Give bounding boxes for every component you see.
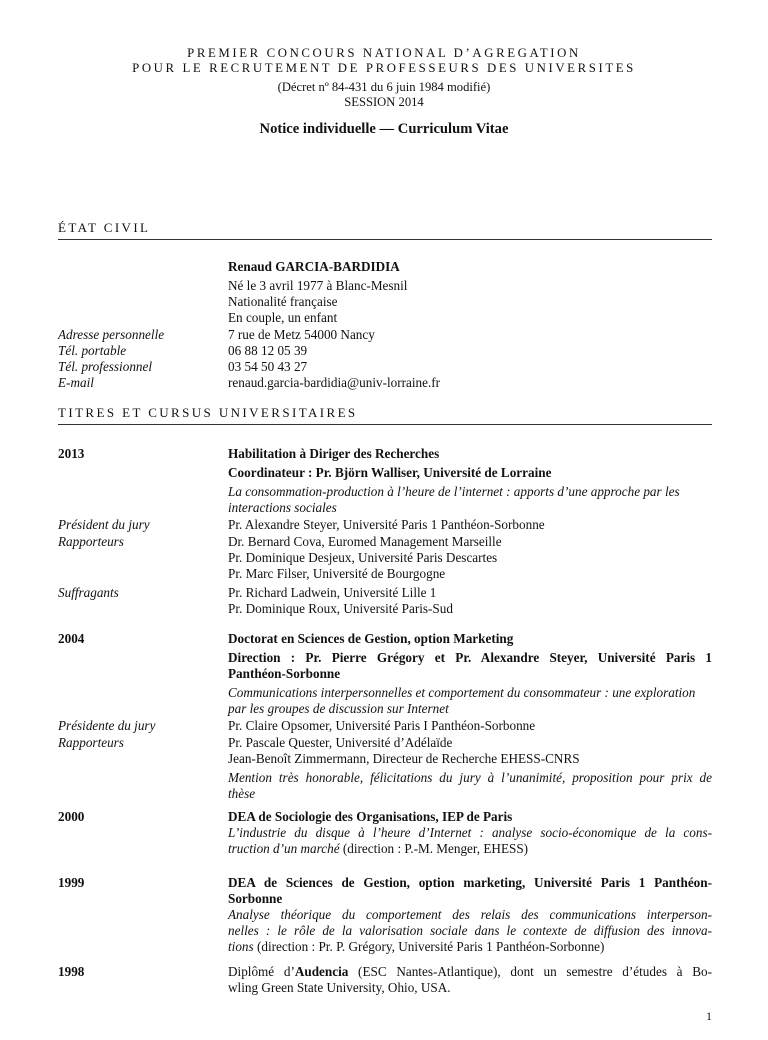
entry-text: (ESC Nantes-Atlantique), dont un semestre d’études à Bo- bbox=[348, 964, 712, 979]
entry-year: 2004 bbox=[58, 631, 85, 646]
entry-supervisor: (direction : P.-M. Menger, EHESS) bbox=[339, 841, 529, 856]
entry-thesis-title-cont: nelles : le rôle de la valorisation sociale dans le contexte de diffusion des innova- bbox=[228, 923, 712, 938]
section-title-etat-civil: ÉTAT CIVIL bbox=[58, 220, 712, 240]
entry-thesis-title-cont: truction d’un marché bbox=[228, 841, 340, 856]
entry-thesis-title: La consommation-production à l’heure de l’internet : apports d’une approche par les bbox=[228, 484, 680, 499]
entry-title: Habilitation à Diriger des Recherches bbox=[228, 446, 440, 461]
document-title: Notice individuelle — Curriculum Vitae bbox=[259, 121, 509, 137]
entry-thesis-title: Analyse théorique du comportement des relais des communications interperson- bbox=[228, 907, 712, 922]
person-name: Renaud GARCIA-BARDIDIA bbox=[228, 259, 400, 274]
family-status: En couple, un enfant bbox=[228, 310, 338, 325]
entry-supervisor: (direction : Pr. P. Grégory, Université Paris 1 Panthéon-Sorbonne) bbox=[253, 939, 605, 954]
address-label: Adresse personnelle bbox=[58, 327, 165, 342]
entry-direction: Direction : Pr. Pierre Grégory et Pr. Alexandre Steyer, Université Paris 1 bbox=[228, 650, 712, 665]
nationality: Nationalité française bbox=[228, 294, 338, 309]
entry-year: 1998 bbox=[58, 964, 85, 979]
entry-year: 2000 bbox=[58, 809, 85, 824]
jury-rapporteur: Pr. Marc Filser, Université de Bourgogne bbox=[228, 566, 446, 581]
entry-thesis-title-cont: interactions sociales bbox=[228, 500, 337, 515]
entry-thesis-title: L’industrie du disque à l’heure d’Internet : analyse socio-économique de la cons- bbox=[228, 825, 712, 840]
entry-thesis-title: Communications interpersonnelles et comportement du consommateur : une exploration bbox=[228, 685, 696, 700]
document-header bbox=[0, 46, 768, 138]
jury-rapporteur: Dr. Bernard Cova, Euromed Management Marseille bbox=[228, 534, 502, 549]
entry-thesis-title-end: tions bbox=[228, 939, 254, 954]
jury-rapporteur: Pr. Pascale Quester, Université d’Adélaïde bbox=[228, 735, 453, 750]
mobile-label: Tél. portable bbox=[58, 343, 127, 358]
jury-suffragant: Pr. Dominique Roux, Université Paris-Sud bbox=[228, 601, 453, 616]
header-decree: (Décret nº 84-431 du 6 juin 1984 modifié) bbox=[277, 80, 491, 94]
jury-president-label: Président du jury bbox=[58, 517, 150, 532]
school-name: Audencia bbox=[294, 964, 349, 979]
jury-rapporteur: Jean-Benoît Zimmermann, Directeur de Recherche EHESS-CNRS bbox=[228, 751, 580, 766]
entry-description-cont: wling Green State University, Ohio, USA. bbox=[228, 980, 451, 995]
address-value: 7 rue de Metz 54000 Nancy bbox=[228, 327, 375, 342]
entry-description bbox=[228, 964, 712, 980]
birth-info: Né le 3 avril 1977 à Blanc-Mesnil bbox=[228, 278, 408, 293]
entry-mention: Mention très honorable, félicitations du jury à l’unanimité, proposition pour prix de bbox=[228, 770, 712, 785]
entry-title: DEA de Sociologie des Organisations, IEP de Paris bbox=[228, 809, 513, 824]
header-session: SESSION 2014 bbox=[344, 95, 424, 109]
entry-thesis-line bbox=[228, 939, 712, 955]
work-phone-label: Tél. professionnel bbox=[58, 359, 153, 374]
entry-title: Doctorat en Sciences de Gestion, option Marketing bbox=[228, 631, 514, 646]
page-number: 1 bbox=[706, 1009, 712, 1023]
jury-rapporteurs-label: Rapporteurs bbox=[58, 735, 124, 750]
jury-rapporteur: Pr. Dominique Desjeux, Université Paris Descartes bbox=[228, 550, 498, 565]
entry-thesis-title-cont: par les groupes de discussion sur Internet bbox=[228, 701, 449, 716]
jury-president: Pr. Claire Opsomer, Université Paris I Panthéon-Sorbonne bbox=[228, 718, 536, 733]
entry-title: DEA de Sciences de Gestion, option marketing, Université Paris 1 Panthéon- bbox=[228, 875, 712, 890]
header-line-2: POUR LE RECRUTEMENT DE PROFESSEURS DES UNIVERSITES bbox=[132, 61, 636, 75]
entry-mention-cont: thèse bbox=[228, 786, 256, 801]
entry-year: 2013 bbox=[58, 446, 85, 461]
jury-president-label: Présidente du jury bbox=[58, 718, 156, 733]
email-value: renaud.garcia-bardidia@univ-lorraine.fr bbox=[228, 375, 441, 390]
jury-president: Pr. Alexandre Steyer, Université Paris 1 Panthéon-Sorbonne bbox=[228, 517, 545, 532]
header-line-1: PREMIER CONCOURS NATIONAL D’AGREGATION bbox=[187, 46, 581, 60]
entry-text: Diplômé d’ bbox=[228, 964, 295, 979]
jury-suffragant: Pr. Richard Ladwein, Université Lille 1 bbox=[228, 585, 437, 600]
entry-year: 1999 bbox=[58, 875, 85, 890]
jury-rapporteurs-label: Rapporteurs bbox=[58, 534, 124, 549]
entry-direction-cont: Panthéon-Sorbonne bbox=[228, 666, 341, 681]
jury-suffragants-label: Suffragants bbox=[58, 585, 119, 600]
section-title-titres: TITRES ET CURSUS UNIVERSITAIRES bbox=[58, 405, 712, 425]
entry-title-cont: Sorbonne bbox=[228, 891, 283, 906]
mobile-value: 06 88 12 05 39 bbox=[228, 343, 308, 358]
email-label: E-mail bbox=[58, 375, 94, 390]
entry-thesis-line bbox=[228, 841, 712, 857]
work-phone-value: 03 54 50 43 27 bbox=[228, 359, 308, 374]
entry-coordinator: Coordinateur : Pr. Björn Walliser, Université de Lorraine bbox=[228, 465, 552, 480]
